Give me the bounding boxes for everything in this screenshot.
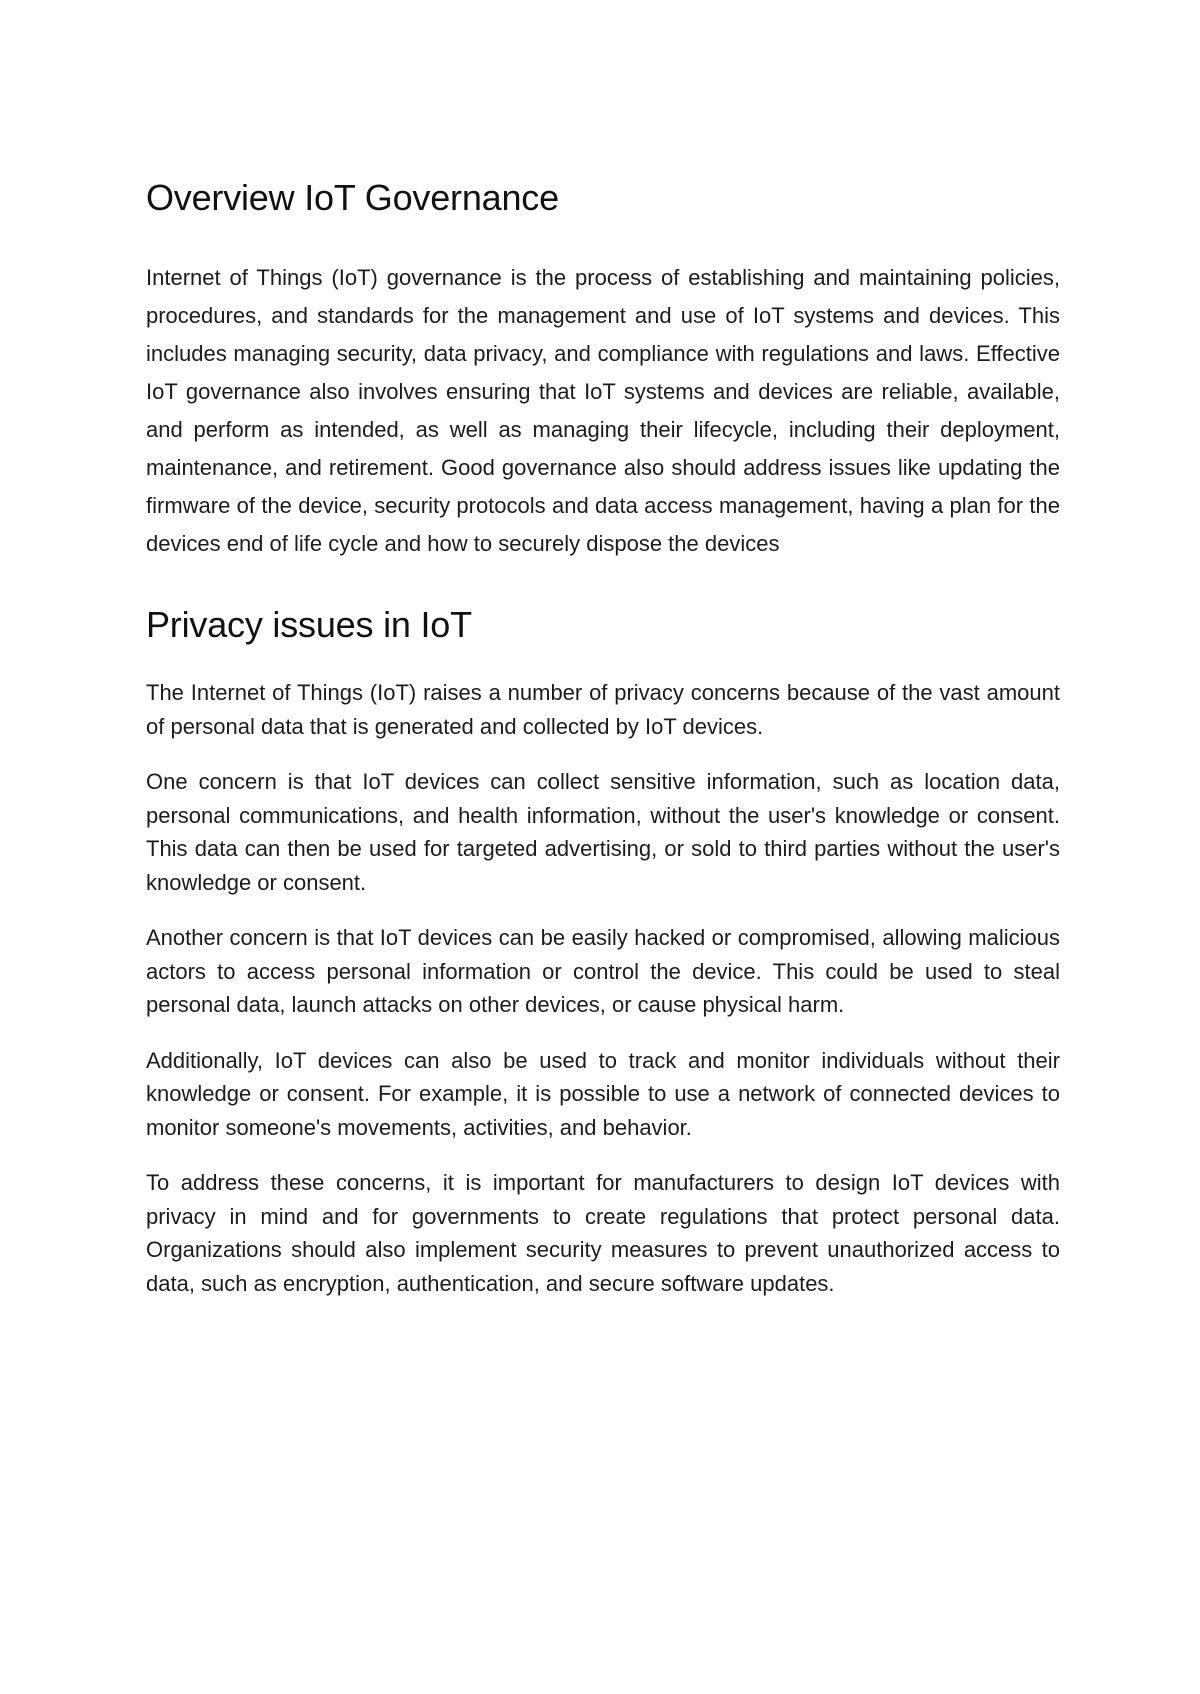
paragraph-hacking-concern: Another concern is that IoT devices can be easily hacked or compromised, allowing malicious actors to access personal information or control the device. This could be used to steal personal data, launch attacks on other devices, or cause physical harm. [146, 925, 1060, 1018]
document-page [146, 176, 1060, 1300]
section-privacy-issues [146, 603, 1060, 1300]
paragraph-addressing-concerns: To address these concerns, it is important for manufacturers to design IoT devices with privacy in mind and for governments to create regulations that protect personal data. Organizations should also implement security measures to prevent unauthorized access to data, such as encryption, authentication, and secure software updates. [146, 1170, 1060, 1296]
heading-overview-iot-governance: Overview IoT Governance [146, 177, 559, 218]
paragraph-privacy-intro: The Internet of Things (IoT) raises a number of privacy concerns because of the vast amount of personal data that is generated and collected by IoT devices. [146, 680, 1060, 739]
paragraph-data-collection-concern: One concern is that IoT devices can collect sensitive information, such as location data, personal communications, and health information, without the user's knowledge or consent. This data can then be used for targeted advertising, or sold to third parties without the user's knowledge or consent. [146, 769, 1060, 895]
heading-privacy-issues-in-iot: Privacy issues in IoT [146, 604, 472, 646]
paragraph-iot-governance-definition: Internet of Things (IoT) governance is the process of establishing and maintaining policies, procedures, and standards for the management and use of IoT systems and devices. This includes managing security, data privacy, and compliance with regulations and laws. Effective IoT governance also involves ensuring that IoT systems and devices are reliable, available, and perform as intended, as well as managing their lifecycle, including their deployment, maintenance, and retirement. Good governance also should address issues like updating the firmware of the device, security protocols and data access management, having a plan for the devices end of life cycle and how to securely dispose the devices [146, 265, 1060, 557]
section-overview-iot-governance [146, 176, 1060, 563]
paragraph-tracking-concern: Additionally, IoT devices can also be used to track and monitor individuals without their knowledge or consent. For example, it is possible to use a network of connected devices to monitor someone's movements, activities, and behavior. [146, 1047, 1060, 1140]
